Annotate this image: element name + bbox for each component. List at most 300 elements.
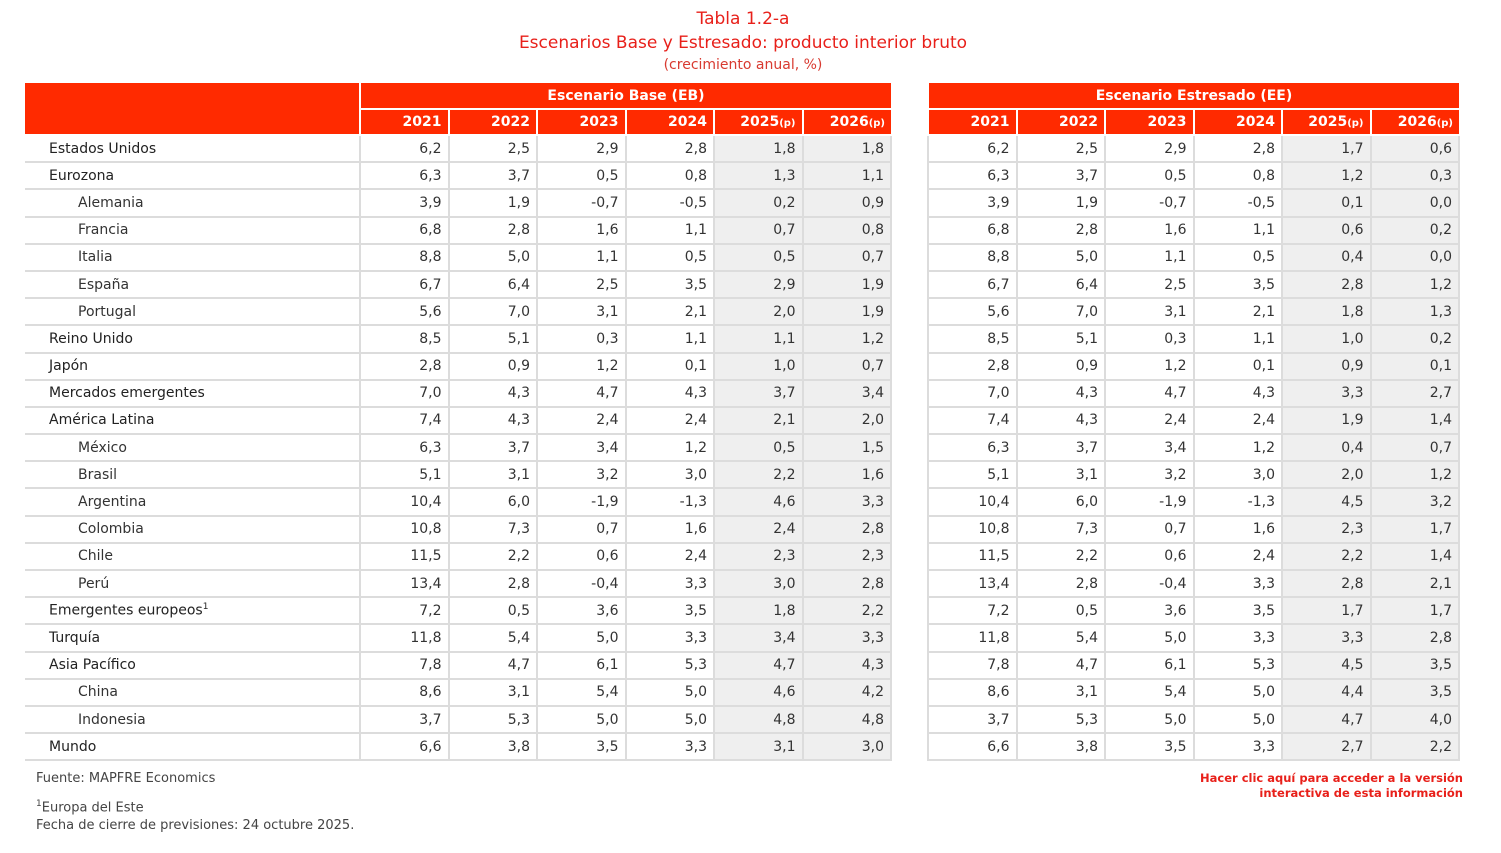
cell-ee-2021: 7,0 <box>928 380 1017 407</box>
cell-eb-2021: 7,2 <box>360 597 449 624</box>
group-gap <box>891 679 928 706</box>
cell-ee-2021: 5,6 <box>928 298 1017 325</box>
year-label: 2026 <box>829 114 869 130</box>
cell-ee-2024: 4,3 <box>1194 380 1283 407</box>
cell-ee-2021: 6,3 <box>928 434 1017 461</box>
cell-ee-2021: 3,7 <box>928 706 1017 733</box>
cell-eb-2022: 7,0 <box>449 298 538 325</box>
cell-ee-2025: 1,8 <box>1282 298 1371 325</box>
cell-ee-2025: 2,2 <box>1282 543 1371 570</box>
cell-ee-2023: 2,4 <box>1105 407 1194 434</box>
cell-eb-2022: 6,0 <box>449 488 538 515</box>
group-gap <box>891 434 928 461</box>
table-row <box>25 652 1459 679</box>
cell-eb-2024: 1,6 <box>626 516 715 543</box>
cell-ee-2022: 3,1 <box>1017 679 1106 706</box>
row-label-text: Asia Pacífico <box>49 657 136 674</box>
cell-eb-2021: 6,3 <box>360 434 449 461</box>
table-number: Tabla 1.2-a <box>696 9 790 29</box>
cell-ee-2021: 5,1 <box>928 461 1017 488</box>
cell-ee-2021: 7,4 <box>928 407 1017 434</box>
row-label-text: Argentina <box>78 494 147 511</box>
cell-eb-2025: 2,3 <box>714 543 803 570</box>
cell-ee-2024: 2,4 <box>1194 407 1283 434</box>
cell-ee-2024: 3,0 <box>1194 461 1283 488</box>
row-label <box>25 271 360 298</box>
cell-eb-2022: 5,4 <box>449 624 538 651</box>
cell-eb-2021: 3,7 <box>360 706 449 733</box>
cell-ee-2022: 5,3 <box>1017 706 1106 733</box>
cell-ee-2022: 2,8 <box>1017 217 1106 244</box>
cell-ee-2023: 4,7 <box>1105 380 1194 407</box>
table-row <box>25 298 1459 325</box>
cell-eb-2021: 2,8 <box>360 353 449 380</box>
row-label <box>25 407 360 434</box>
cell-ee-2022: 5,1 <box>1017 325 1106 352</box>
table-row <box>25 353 1459 380</box>
year-header-ee-2026 <box>1371 109 1460 135</box>
cell-ee-2023: 3,2 <box>1105 461 1194 488</box>
cell-ee-2023: 1,6 <box>1105 217 1194 244</box>
cell-eb-2026: 0,7 <box>803 353 892 380</box>
table-title: Escenarios Base y Estresado: producto interior bruto <box>518 33 968 53</box>
cell-eb-2023: 1,2 <box>537 353 626 380</box>
cell-ee-2023: 0,6 <box>1105 543 1194 570</box>
cell-ee-2026: 2,7 <box>1371 380 1460 407</box>
cell-ee-2026: 0,1 <box>1371 353 1460 380</box>
header-blank <box>25 83 360 135</box>
cell-eb-2025: 4,7 <box>714 652 803 679</box>
table-row <box>25 162 1459 189</box>
group-gap <box>891 83 928 135</box>
group-gap <box>891 244 928 271</box>
row-label <box>25 325 360 352</box>
cell-ee-2021: 6,8 <box>928 217 1017 244</box>
row-label <box>25 652 360 679</box>
year-label: 2023 <box>1147 114 1187 130</box>
cell-eb-2024: 5,3 <box>626 652 715 679</box>
cell-ee-2024: 3,5 <box>1194 597 1283 624</box>
year-label: 2022 <box>491 114 530 130</box>
gdp-table <box>25 83 1460 761</box>
cell-eb-2025: 2,9 <box>714 271 803 298</box>
cell-ee-2024: 2,8 <box>1194 135 1283 162</box>
cell-eb-2022: 1,9 <box>449 189 538 216</box>
group-gap <box>891 733 928 760</box>
table-row <box>25 380 1459 407</box>
row-label-text: Perú <box>78 575 110 592</box>
source-note: Fuente: MAPFRE Economics <box>36 771 216 786</box>
link-line-1[interactable]: Hacer clic aquí para acceder a la versión <box>1200 771 1463 785</box>
cell-eb-2022: 3,8 <box>449 733 538 760</box>
group-gap <box>891 461 928 488</box>
cell-ee-2024: 2,4 <box>1194 543 1283 570</box>
cell-ee-2023: -1,9 <box>1105 488 1194 515</box>
cell-ee-2022: 3,7 <box>1017 434 1106 461</box>
group-gap <box>891 706 928 733</box>
cell-ee-2026: 2,2 <box>1371 733 1460 760</box>
cell-ee-2026: 0,7 <box>1371 434 1460 461</box>
cell-eb-2021: 13,4 <box>360 570 449 597</box>
cell-eb-2025: 3,7 <box>714 380 803 407</box>
cell-ee-2025: 1,0 <box>1282 325 1371 352</box>
projection-suffix: (p) <box>779 118 796 129</box>
cell-eb-2021: 6,8 <box>360 217 449 244</box>
cell-ee-2022: 4,7 <box>1017 652 1106 679</box>
cell-ee-2022: 5,4 <box>1017 624 1106 651</box>
table-row <box>25 407 1459 434</box>
cell-ee-2021: 2,8 <box>928 353 1017 380</box>
cell-eb-2023: 0,3 <box>537 325 626 352</box>
cell-eb-2025: 1,3 <box>714 162 803 189</box>
cell-ee-2025: 3,3 <box>1282 624 1371 651</box>
cell-ee-2026: 1,2 <box>1371 271 1460 298</box>
group-header-stressed: Escenario Estresado (EE) <box>928 83 1459 109</box>
cell-ee-2026: 0,6 <box>1371 135 1460 162</box>
table-row <box>25 624 1459 651</box>
table-row <box>25 706 1459 733</box>
cell-eb-2025: 3,0 <box>714 570 803 597</box>
cell-eb-2024: -1,3 <box>626 488 715 515</box>
cell-ee-2026: 1,4 <box>1371 407 1460 434</box>
row-label <box>25 380 360 407</box>
cell-eb-2023: 5,4 <box>537 679 626 706</box>
cell-eb-2021: 7,8 <box>360 652 449 679</box>
cell-ee-2024: -1,3 <box>1194 488 1283 515</box>
cell-ee-2021: 3,9 <box>928 189 1017 216</box>
cell-ee-2021: 6,7 <box>928 271 1017 298</box>
forecast-date: Fecha de cierre de previsiones: 24 octubre 2025. <box>36 818 355 833</box>
cell-eb-2023: 3,5 <box>537 733 626 760</box>
cell-eb-2022: 3,7 <box>449 434 538 461</box>
cell-ee-2021: 13,4 <box>928 570 1017 597</box>
cell-eb-2022: 5,1 <box>449 325 538 352</box>
table-subtitle: (crecimiento anual, %) <box>663 57 823 73</box>
cell-ee-2025: 1,9 <box>1282 407 1371 434</box>
year-label: 2023 <box>579 114 619 130</box>
row-label-text: Italia <box>78 249 113 266</box>
cell-ee-2025: 4,5 <box>1282 488 1371 515</box>
year-header-ee-2022 <box>1017 109 1106 135</box>
cell-eb-2025: 1,8 <box>714 597 803 624</box>
cell-ee-2023: 3,6 <box>1105 597 1194 624</box>
row-label-text: Francia <box>78 222 129 239</box>
cell-ee-2024: 2,1 <box>1194 298 1283 325</box>
cell-ee-2025: 2,0 <box>1282 461 1371 488</box>
row-label-text: España <box>78 276 130 293</box>
cell-ee-2025: 1,7 <box>1282 597 1371 624</box>
cell-ee-2023: 0,3 <box>1105 325 1194 352</box>
cell-ee-2023: 5,0 <box>1105 706 1194 733</box>
cell-eb-2021: 6,3 <box>360 162 449 189</box>
cell-ee-2023: 5,4 <box>1105 679 1194 706</box>
cell-ee-2023: 1,2 <box>1105 353 1194 380</box>
cell-eb-2024: 3,3 <box>626 570 715 597</box>
cell-ee-2025: 4,7 <box>1282 706 1371 733</box>
cell-ee-2026: 2,8 <box>1371 624 1460 651</box>
cell-eb-2025: 2,2 <box>714 461 803 488</box>
row-label <box>25 624 360 651</box>
cell-eb-2022: 6,4 <box>449 271 538 298</box>
group-gap <box>891 543 928 570</box>
cell-ee-2021: 7,8 <box>928 652 1017 679</box>
cell-ee-2026: 1,2 <box>1371 461 1460 488</box>
projection-suffix: (p) <box>868 118 885 129</box>
cell-ee-2025: 1,7 <box>1282 135 1371 162</box>
cell-eb-2023: 0,6 <box>537 543 626 570</box>
cell-eb-2022: 3,7 <box>449 162 538 189</box>
cell-eb-2022: 2,5 <box>449 135 538 162</box>
group-gap <box>891 597 928 624</box>
cell-eb-2025: 3,4 <box>714 624 803 651</box>
cell-ee-2021: 8,5 <box>928 325 1017 352</box>
row-label-text: Portugal <box>78 303 136 320</box>
cell-eb-2025: 4,6 <box>714 679 803 706</box>
row-label-text: Emergentes europeos <box>49 603 203 620</box>
row-label-text: Colombia <box>78 521 144 538</box>
cell-ee-2024: 5,0 <box>1194 679 1283 706</box>
link-line-2[interactable]: interactiva de esta información <box>1259 786 1463 800</box>
table-row <box>25 733 1459 760</box>
cell-eb-2022: 0,9 <box>449 353 538 380</box>
cell-eb-2026: 4,2 <box>803 679 892 706</box>
row-label <box>25 570 360 597</box>
year-header-eb-2022 <box>449 109 538 135</box>
cell-eb-2023: 5,0 <box>537 706 626 733</box>
cell-ee-2026: 3,5 <box>1371 652 1460 679</box>
cell-eb-2024: 2,8 <box>626 135 715 162</box>
cell-ee-2024: 1,1 <box>1194 217 1283 244</box>
cell-ee-2026: 1,4 <box>1371 543 1460 570</box>
cell-eb-2024: 0,8 <box>626 162 715 189</box>
cell-eb-2023: 1,6 <box>537 217 626 244</box>
cell-ee-2025: 4,4 <box>1282 679 1371 706</box>
table-row <box>25 434 1459 461</box>
cell-eb-2024: 5,0 <box>626 679 715 706</box>
cell-ee-2026: 0,0 <box>1371 244 1460 271</box>
cell-ee-2026: 1,7 <box>1371 516 1460 543</box>
cell-ee-2023: 1,1 <box>1105 244 1194 271</box>
cell-eb-2026: 1,9 <box>803 271 892 298</box>
cell-ee-2026: 4,0 <box>1371 706 1460 733</box>
cell-ee-2021: 6,6 <box>928 733 1017 760</box>
row-label <box>25 434 360 461</box>
row-label-text: China <box>78 684 118 701</box>
cell-eb-2022: 4,3 <box>449 407 538 434</box>
cell-eb-2026: 2,8 <box>803 516 892 543</box>
cell-ee-2025: 2,3 <box>1282 516 1371 543</box>
projection-suffix: (p) <box>1347 118 1364 129</box>
cell-ee-2026: 3,5 <box>1371 679 1460 706</box>
year-header-eb-2023 <box>537 109 626 135</box>
year-header-eb-2024 <box>626 109 715 135</box>
group-gap <box>891 162 928 189</box>
row-label-text: Japón <box>49 358 89 375</box>
cell-eb-2022: 4,7 <box>449 652 538 679</box>
cell-ee-2022: 7,0 <box>1017 298 1106 325</box>
cell-ee-2023: 0,5 <box>1105 162 1194 189</box>
cell-eb-2025: 4,6 <box>714 488 803 515</box>
cell-eb-2023: -0,4 <box>537 570 626 597</box>
cell-ee-2022: 2,2 <box>1017 543 1106 570</box>
cell-ee-2023: 2,9 <box>1105 135 1194 162</box>
cell-ee-2021: 8,6 <box>928 679 1017 706</box>
row-label <box>25 135 360 162</box>
cell-eb-2023: 3,2 <box>537 461 626 488</box>
cell-ee-2023: 3,1 <box>1105 298 1194 325</box>
cell-eb-2023: 3,6 <box>537 597 626 624</box>
cell-ee-2023: 2,5 <box>1105 271 1194 298</box>
cell-ee-2026: 0,2 <box>1371 217 1460 244</box>
row-label <box>25 162 360 189</box>
footnote-mark: 1 <box>202 602 209 613</box>
row-label-text: Chile <box>78 548 114 565</box>
cell-eb-2021: 3,9 <box>360 189 449 216</box>
cell-ee-2026: 1,3 <box>1371 298 1460 325</box>
cell-eb-2021: 5,6 <box>360 298 449 325</box>
cell-ee-2024: -0,5 <box>1194 189 1283 216</box>
cell-eb-2026: 1,5 <box>803 434 892 461</box>
cell-eb-2025: 0,5 <box>714 244 803 271</box>
cell-ee-2024: 3,3 <box>1194 570 1283 597</box>
cell-eb-2021: 11,8 <box>360 624 449 651</box>
row-label <box>25 543 360 570</box>
cell-eb-2026: 1,6 <box>803 461 892 488</box>
cell-ee-2025: 2,8 <box>1282 570 1371 597</box>
year-label: 2021 <box>402 114 442 130</box>
cell-ee-2021: 7,2 <box>928 597 1017 624</box>
cell-eb-2022: 0,5 <box>449 597 538 624</box>
row-label-text: Turquía <box>49 629 101 646</box>
cell-ee-2022: 2,8 <box>1017 570 1106 597</box>
year-label: 2025 <box>740 114 780 130</box>
cell-eb-2026: 1,8 <box>803 135 892 162</box>
cell-ee-2022: 3,7 <box>1017 162 1106 189</box>
cell-ee-2022: 6,4 <box>1017 271 1106 298</box>
cell-ee-2026: 2,1 <box>1371 570 1460 597</box>
cell-eb-2022: 5,3 <box>449 706 538 733</box>
cell-ee-2024: 5,0 <box>1194 706 1283 733</box>
cell-eb-2021: 8,6 <box>360 679 449 706</box>
cell-eb-2025: 4,8 <box>714 706 803 733</box>
cell-eb-2021: 11,5 <box>360 543 449 570</box>
cell-eb-2026: 3,0 <box>803 733 892 760</box>
cell-ee-2024: 3,3 <box>1194 624 1283 651</box>
cell-ee-2022: 2,5 <box>1017 135 1106 162</box>
cell-eb-2026: 3,4 <box>803 380 892 407</box>
cell-eb-2025: 2,1 <box>714 407 803 434</box>
year-label: 2026 <box>1397 114 1437 130</box>
group-gap <box>891 189 928 216</box>
row-label-text: Alemania <box>78 194 144 211</box>
cell-eb-2021: 7,0 <box>360 380 449 407</box>
year-label: 2025 <box>1308 114 1348 130</box>
cell-eb-2021: 6,2 <box>360 135 449 162</box>
row-label <box>25 516 360 543</box>
cell-ee-2022: 5,0 <box>1017 244 1106 271</box>
cell-eb-2026: 3,3 <box>803 624 892 651</box>
row-label-text: Estados Unidos <box>49 140 157 157</box>
cell-ee-2022: 0,5 <box>1017 597 1106 624</box>
cell-eb-2024: 0,5 <box>626 244 715 271</box>
cell-ee-2022: 3,8 <box>1017 733 1106 760</box>
group-gap <box>891 516 928 543</box>
cell-eb-2023: 1,1 <box>537 244 626 271</box>
cell-ee-2021: 6,2 <box>928 135 1017 162</box>
cell-ee-2024: 0,8 <box>1194 162 1283 189</box>
row-label-text: Mundo <box>49 738 97 755</box>
interactive-version-link[interactable] <box>1200 771 1463 801</box>
cell-ee-2021: 11,8 <box>928 624 1017 651</box>
cell-eb-2026: 2,8 <box>803 570 892 597</box>
cell-eb-2025: 0,5 <box>714 434 803 461</box>
group-gap <box>891 652 928 679</box>
cell-eb-2023: 5,0 <box>537 624 626 651</box>
cell-eb-2021: 6,7 <box>360 271 449 298</box>
cell-eb-2026: 4,3 <box>803 652 892 679</box>
table-row <box>25 244 1459 271</box>
row-label <box>25 679 360 706</box>
cell-ee-2023: 6,1 <box>1105 652 1194 679</box>
group-gap <box>891 271 928 298</box>
row-label <box>25 706 360 733</box>
footnote-mark: 1 <box>36 799 42 809</box>
cell-ee-2025: 1,2 <box>1282 162 1371 189</box>
group-gap <box>891 570 928 597</box>
cell-ee-2023: 3,4 <box>1105 434 1194 461</box>
year-label: 2024 <box>668 114 707 130</box>
cell-eb-2024: 1,1 <box>626 325 715 352</box>
year-label: 2022 <box>1059 114 1098 130</box>
cell-eb-2024: 0,1 <box>626 353 715 380</box>
cell-eb-2022: 2,8 <box>449 217 538 244</box>
cell-eb-2023: 2,5 <box>537 271 626 298</box>
cell-eb-2023: 4,7 <box>537 380 626 407</box>
cell-eb-2024: -0,5 <box>626 189 715 216</box>
cell-eb-2026: 3,3 <box>803 488 892 515</box>
cell-eb-2022: 2,8 <box>449 570 538 597</box>
group-gap <box>891 380 928 407</box>
cell-ee-2026: 3,2 <box>1371 488 1460 515</box>
row-label <box>25 733 360 760</box>
cell-ee-2024: 3,3 <box>1194 733 1283 760</box>
cell-ee-2021: 8,8 <box>928 244 1017 271</box>
cell-eb-2023: 0,7 <box>537 516 626 543</box>
projection-suffix: (p) <box>1436 118 1453 129</box>
cell-eb-2024: 3,3 <box>626 624 715 651</box>
cell-ee-2025: 0,9 <box>1282 353 1371 380</box>
group-gap <box>891 298 928 325</box>
table-row <box>25 597 1459 624</box>
cell-eb-2025: 0,2 <box>714 189 803 216</box>
cell-eb-2022: 4,3 <box>449 380 538 407</box>
cell-ee-2021: 10,4 <box>928 488 1017 515</box>
cell-ee-2024: 0,1 <box>1194 353 1283 380</box>
cell-ee-2025: 0,1 <box>1282 189 1371 216</box>
cell-ee-2023: 5,0 <box>1105 624 1194 651</box>
year-header-ee-2024 <box>1194 109 1283 135</box>
table-row <box>25 570 1459 597</box>
cell-eb-2024: 5,0 <box>626 706 715 733</box>
cell-ee-2022: 3,1 <box>1017 461 1106 488</box>
cell-eb-2026: 1,9 <box>803 298 892 325</box>
cell-eb-2021: 8,8 <box>360 244 449 271</box>
row-label <box>25 461 360 488</box>
cell-eb-2025: 0,7 <box>714 217 803 244</box>
cell-eb-2024: 2,1 <box>626 298 715 325</box>
row-label-text: Reino Unido <box>49 330 133 347</box>
cell-ee-2025: 0,4 <box>1282 434 1371 461</box>
